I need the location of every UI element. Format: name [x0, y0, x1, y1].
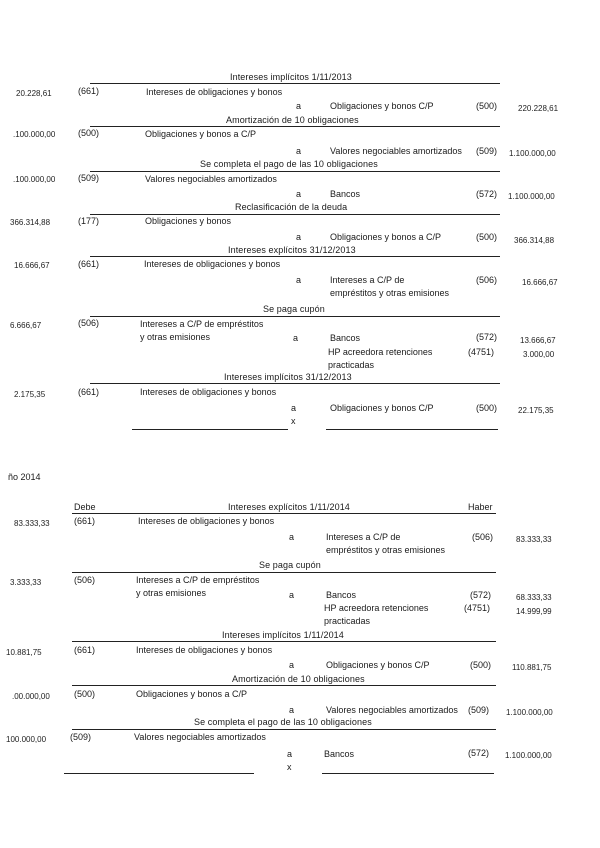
entry-title: Se paga cupón: [263, 304, 325, 314]
entry-title-line: [90, 83, 500, 84]
amount-right: 1.100.000,00: [509, 149, 556, 158]
entry-title-line: [90, 256, 500, 257]
account-desc-right: Obligaciones y bonos C/P: [326, 660, 430, 670]
account-code-left: (661): [74, 645, 96, 655]
entry-title: Intereses implícitos 31/12/2013: [224, 372, 352, 382]
account-code-right: (572): [468, 748, 490, 758]
account-code-right: (506): [472, 532, 494, 542]
closing-line-left: [64, 773, 254, 774]
a-marker: a: [289, 590, 295, 600]
entry-title: Intereses implícitos 1/11/2013: [230, 72, 352, 82]
amount-left: 10.881,75: [6, 648, 42, 657]
account-code-right: (500): [476, 101, 498, 111]
account-desc-right-line2: empréstitos y otras emisiones: [330, 288, 450, 298]
account-code-right-b: (4751): [468, 347, 495, 357]
amount-right: 68.333,33: [516, 593, 552, 602]
account-desc-left: Intereses de obligaciones y bonos: [144, 259, 281, 269]
amount-right: 366.314,88: [514, 236, 555, 245]
account-code-right: (572): [476, 332, 498, 342]
amount-right: 1.100.000,00: [506, 708, 553, 717]
amount-left: .100.000,00: [13, 130, 56, 139]
a-marker: a: [293, 333, 299, 343]
amount-left: .100.000,00: [13, 175, 56, 184]
account-desc-right: Valores negociables amortizados: [330, 146, 462, 156]
account-code-right: (572): [470, 590, 492, 600]
amount-right: 220.228,61: [518, 104, 559, 113]
entry-title: Intereses implícitos 1/11/2014: [222, 630, 344, 640]
entry-title-line: [90, 171, 500, 172]
amount-right: 1.100.000,00: [505, 751, 552, 760]
closing-line-right: [326, 429, 498, 430]
account-code-right: (500): [476, 403, 498, 413]
account-code-left: (509): [78, 173, 100, 183]
amount-left: 100.000,00: [6, 735, 47, 744]
entry-title-line: [90, 126, 500, 127]
account-code-left: (661): [74, 516, 96, 526]
amount-right: 1.100.000,00: [508, 192, 555, 201]
entry-title: Se completa el pago de las 10 obligaciones: [194, 717, 372, 727]
amount-right-b: 14.999,99: [516, 607, 552, 616]
amount-right: 110.881,75: [512, 663, 552, 672]
account-desc-right-b-line2: practicadas: [328, 360, 375, 370]
amount-left: 6.666,67: [10, 321, 42, 330]
amount-right: 16.666,67: [522, 278, 558, 287]
account-code-right: (506): [476, 275, 498, 285]
x-marker: x: [287, 762, 292, 772]
account-desc-left: Valores negociables amortizados: [145, 174, 277, 184]
x-marker: x: [291, 416, 296, 426]
year-label: ño 2014: [8, 472, 41, 482]
entry-title-line: [72, 572, 496, 573]
amount-left: 2.175,35: [14, 390, 46, 399]
account-code-right: (509): [476, 146, 498, 156]
entry-title: Amortización de 10 obligaciones: [232, 674, 365, 684]
account-desc-left: Intereses a C/P de empréstitos: [140, 319, 264, 329]
account-desc-right: Bancos: [326, 590, 357, 600]
account-code-left: (661): [78, 86, 100, 96]
account-code-left: (500): [78, 128, 100, 138]
entry-title-line: [72, 513, 496, 514]
a-marker: a: [291, 403, 297, 413]
entry-title: Se completa el pago de las 10 obligaciones: [200, 159, 378, 169]
a-marker: a: [296, 101, 302, 111]
account-desc-left: Obligaciones y bonos a C/P: [136, 689, 248, 699]
account-desc-right: Obligaciones y bonos C/P: [330, 403, 434, 413]
account-code-left: (500): [74, 689, 96, 699]
account-desc-right: Intereses a C/P de: [330, 275, 405, 285]
account-code-left: (177): [78, 216, 100, 226]
account-desc-left: Obligaciones y bonos: [145, 216, 232, 226]
entry-title: Intereses explícitos 1/11/2014: [228, 502, 350, 512]
account-code-right: (509): [468, 705, 490, 715]
account-code-left: (506): [78, 318, 100, 328]
amount-left: 83.333,33: [14, 519, 50, 528]
account-desc-right: Intereses a C/P de: [326, 532, 401, 542]
closing-line-left: [132, 429, 288, 430]
account-desc-left: Intereses a C/P de empréstitos: [136, 575, 260, 585]
entry-title-line: [72, 729, 496, 730]
haber-header: Haber: [468, 502, 493, 512]
account-desc-left-line2: y otras emisiones: [136, 588, 207, 598]
account-desc-right: Bancos: [330, 189, 361, 199]
amount-right: 13.666,67: [520, 336, 556, 345]
a-marker: a: [289, 705, 295, 715]
account-desc-left: Intereses de obligaciones y bonos: [136, 645, 273, 655]
account-desc-left: Intereses de obligaciones y bonos: [138, 516, 275, 526]
account-desc-right-b-line2: practicadas: [324, 616, 371, 626]
entry-title-line: [90, 383, 500, 384]
account-code-right-b: (4751): [464, 603, 491, 613]
a-marker: a: [296, 232, 302, 242]
account-code-left: (509): [70, 732, 92, 742]
amount-right: 22.175,35: [518, 406, 554, 415]
account-desc-left: Valores negociables amortizados: [134, 732, 266, 742]
entry-title: Intereses explícitos 31/12/2013: [228, 245, 356, 255]
amount-left: 20.228,61: [16, 89, 52, 98]
amount-left: .00.000,00: [12, 692, 50, 701]
amount-left: 3.333,33: [10, 578, 42, 587]
a-marker: a: [296, 275, 302, 285]
entry-title: Reclasificación de la deuda: [235, 202, 348, 212]
entry-title-line: [90, 214, 500, 215]
account-code-right: (500): [470, 660, 492, 670]
amount-left: 366.314,88: [10, 218, 51, 227]
account-desc-right: Valores negociables amortizados: [326, 705, 458, 715]
entry-title-line: [72, 685, 496, 686]
a-marker: a: [287, 749, 293, 759]
amount-left: 16.666,67: [14, 261, 50, 270]
account-desc-right-b: HP acreedora retenciones: [328, 347, 433, 357]
entry-title: Amortización de 10 obligaciones: [226, 115, 359, 125]
amount-right: 83.333,33: [516, 535, 552, 544]
entry-title: Se paga cupón: [259, 560, 321, 570]
account-code-right: (572): [476, 189, 498, 199]
account-desc-right: Bancos: [330, 333, 361, 343]
account-desc-left: Intereses de obligaciones y bonos: [140, 387, 277, 397]
a-marker: a: [296, 189, 302, 199]
account-desc-right: Obligaciones y bonos C/P: [330, 101, 434, 111]
account-desc-left-line2: y otras emisiones: [140, 332, 211, 342]
account-desc-right-line2: empréstitos y otras emisiones: [326, 545, 446, 555]
amount-right-b: 3.000,00: [523, 350, 555, 359]
account-code-right: (500): [476, 232, 498, 242]
account-desc-right-b: HP acreedora retenciones: [324, 603, 429, 613]
account-desc-right: Bancos: [324, 749, 355, 759]
closing-line-right: [322, 773, 494, 774]
account-code-left: (506): [74, 575, 96, 585]
a-marker: a: [289, 532, 295, 542]
a-marker: a: [296, 146, 302, 156]
account-desc-left: Intereses de obligaciones y bonos: [146, 87, 283, 97]
account-code-left: (661): [78, 387, 100, 397]
a-marker: a: [289, 660, 295, 670]
account-desc-left: Obligaciones y bonos a C/P: [145, 129, 257, 139]
account-desc-right: Obligaciones y bonos a C/P: [330, 232, 442, 242]
entry-title-line: [72, 641, 496, 642]
entry-title-line: [90, 316, 500, 317]
account-code-left: (661): [78, 259, 100, 269]
debe-header: Debe: [74, 502, 96, 512]
